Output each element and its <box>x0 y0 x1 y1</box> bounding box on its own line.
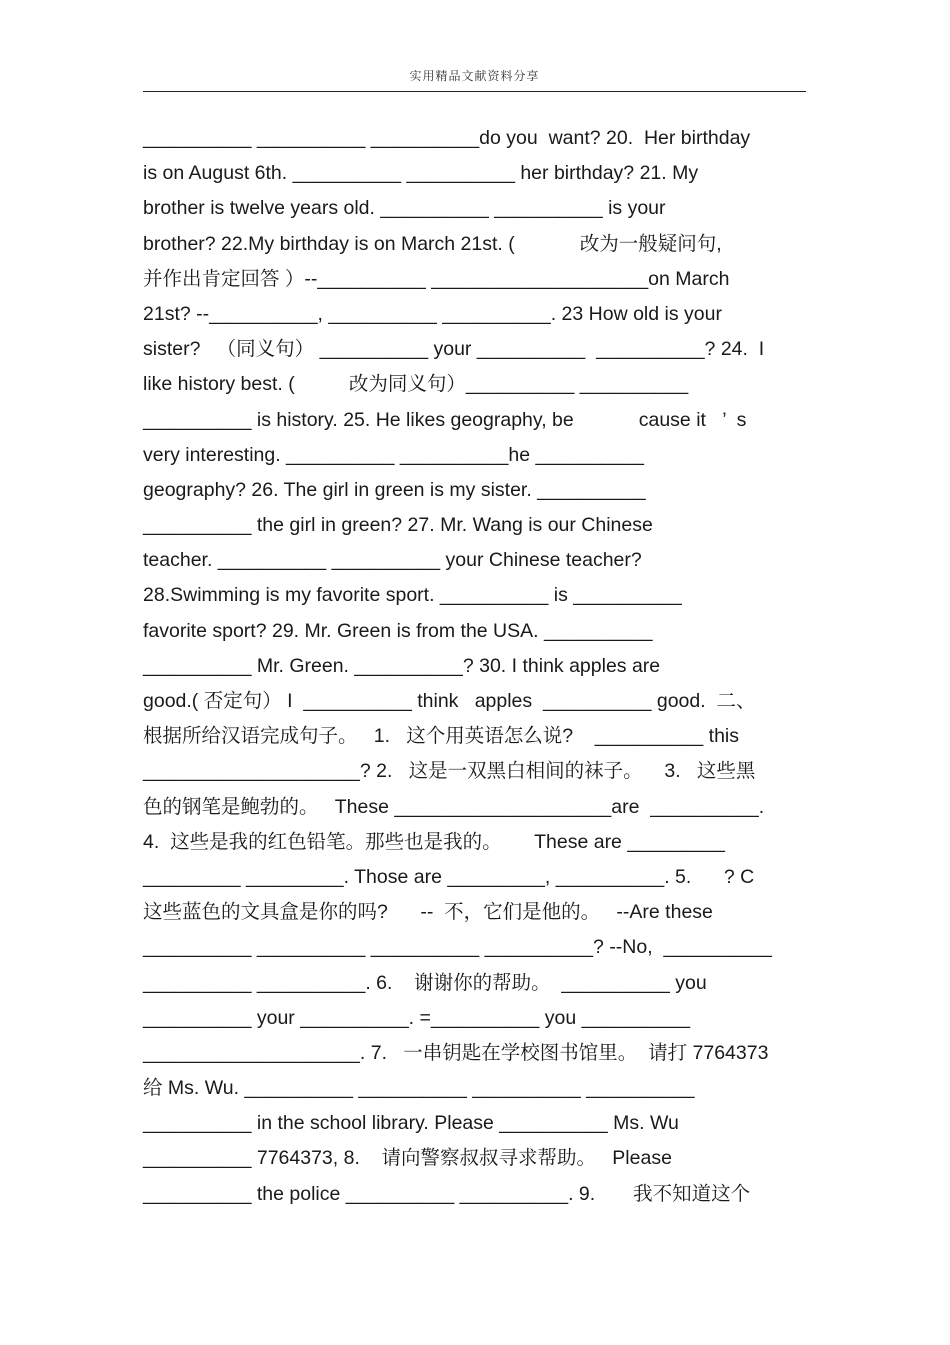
text-line: 21st? --__________, __________ __________. 23 How old is your <box>143 302 722 325</box>
text-line: __________ the girl in green? 27. Mr. Wang is our Chinese <box>143 514 653 537</box>
text-line: brother is twelve years old. __________ __________ is your <box>143 197 666 220</box>
text-line: __________ the police __________ __________. 9. 我不知道这个 <box>143 1182 751 1205</box>
text-line: 28.Swimming is my favorite sport. __________ is __________ <box>143 584 682 607</box>
text-line: geography? 26. The girl in green is my sister. __________ <box>143 478 646 501</box>
text-line: __________ 7764373, 8. 请向警察叔叔寻求帮助。 Please <box>143 1147 672 1170</box>
text-line: 4. 这些是我的红色铅笔。那些也是我的。 These are _________ <box>143 830 725 853</box>
text-line: teacher. __________ __________ your Chinese teacher? <box>143 549 642 572</box>
text-line: 并作出肯定回答 ）--__________ ____________________on March <box>143 267 730 290</box>
body-text <box>143 122 815 1213</box>
text-line: like history best. ( 改为同义句）__________ __________ <box>143 373 689 396</box>
text-line: favorite sport? 29. Mr. Green is from the USA. __________ <box>143 619 653 642</box>
text-line: __________ in the school library. Please __________ Ms. Wu <box>143 1112 679 1135</box>
text-line: is on August 6th. __________ __________ her birthday? 21. My <box>143 162 699 185</box>
header-divider <box>143 91 806 92</box>
text-line: __________ your __________. =__________ you __________ <box>143 1006 691 1029</box>
text-line: __________ __________. 6. 谢谢你的帮助。 __________ you <box>143 971 707 994</box>
text-line: ____________________? 2. 这是一双黑白相间的袜子。 3. 这些黑 <box>143 760 756 783</box>
text-line: ____________________. 7. 一串钥匙在学校图书馆里。 请打 7764373 <box>143 1041 769 1064</box>
text-line: sister? （同义句） __________ your __________ __________? 24. I <box>143 338 765 361</box>
text-line: 给 Ms. Wu. __________ __________ __________ __________ <box>143 1077 695 1100</box>
text-line: __________ __________ __________do you want? 20. Her birthday <box>143 127 751 149</box>
text-line: 根据所给汉语完成句子。 1. 这个用英语怎么说? __________ this <box>143 725 739 748</box>
text-line: very interesting. __________ __________he __________ <box>143 443 644 466</box>
page-header-title: 实用精品文献资料分享 <box>409 69 540 83</box>
text-line: __________ Mr. Green. __________? 30. I think apples are <box>143 654 661 677</box>
text-line: _________ _________. Those are _________, __________. 5. ? C <box>143 865 755 888</box>
text-line: 这些蓝色的文具盒是你的吗? -- 不，它们是他的。 --Are these <box>143 901 713 924</box>
text-line: good.( 否定句） I __________ think apples __________ good. 二、 <box>143 690 756 712</box>
text-line: brother? 22.My birthday is on March 21st. ( 改为一般疑问句, <box>143 232 722 255</box>
text-line: __________ is history. 25. He likes geography, be cause it ’ s <box>143 408 747 431</box>
text-line: __________ __________ __________ __________? --No, __________ <box>143 936 772 959</box>
text-line: 色的钢笔是鲍勃的。 These ____________________are __________. <box>143 795 765 818</box>
